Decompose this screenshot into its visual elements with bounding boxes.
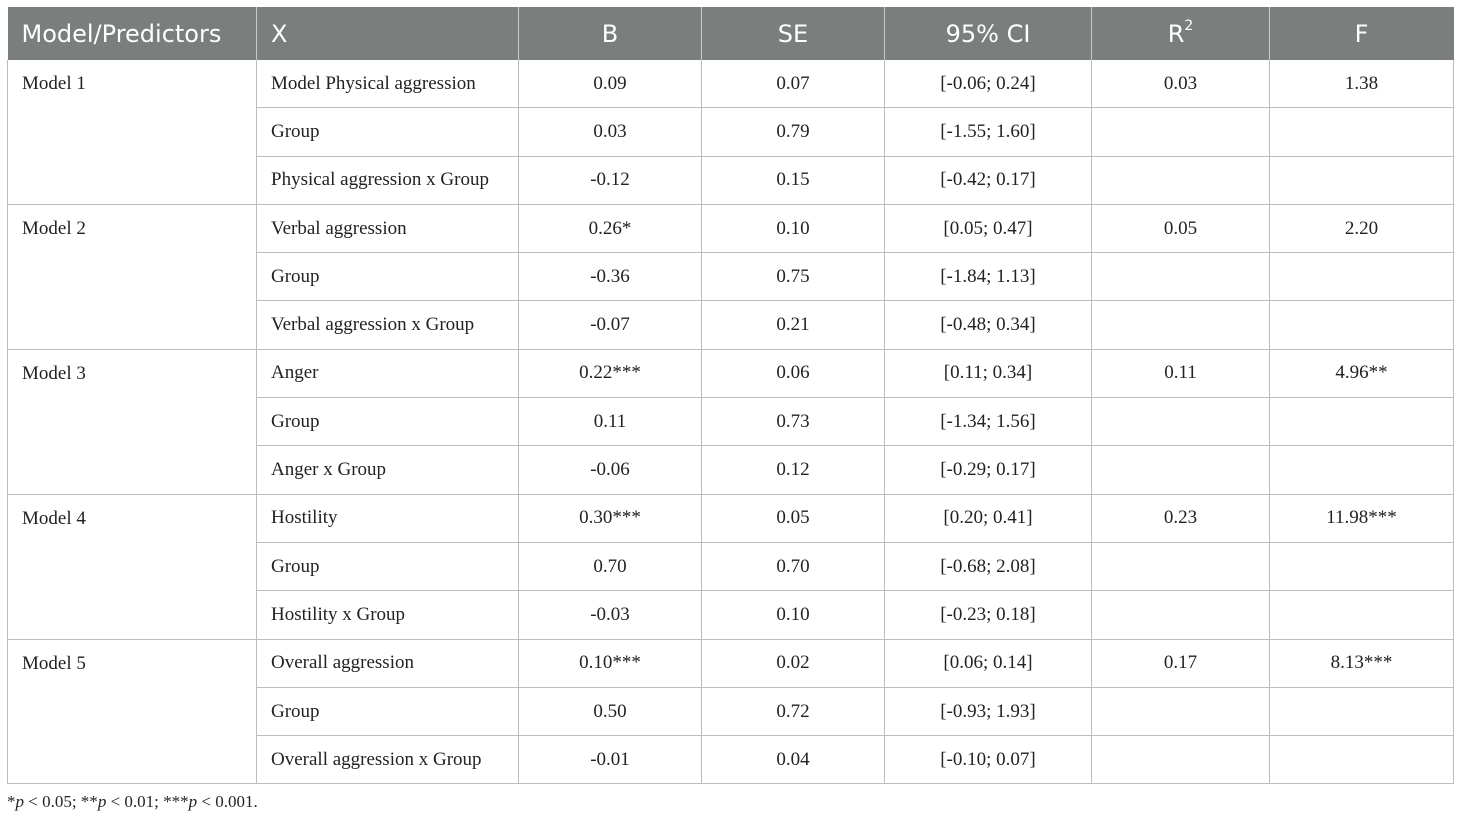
- f-cell: 8.13***: [1270, 639, 1454, 687]
- b-cell: 0.70: [519, 542, 702, 590]
- se-cell: 0.04: [702, 736, 885, 784]
- se-cell: 0.73: [702, 398, 885, 446]
- header-row: [8, 8, 1454, 61]
- se-cell: 0.02: [702, 639, 885, 687]
- header-b: B: [519, 8, 702, 61]
- predictor-cell: Verbal aggression: [257, 204, 519, 252]
- f-cell: [1270, 687, 1454, 735]
- ci-cell: [0.05; 0.47]: [885, 204, 1092, 252]
- predictor-cell: Group: [257, 542, 519, 590]
- f-cell: [1270, 542, 1454, 590]
- model-name-cell: Model 2: [8, 204, 257, 349]
- ci-cell: [0.11; 0.34]: [885, 349, 1092, 397]
- predictor-cell: Group: [257, 687, 519, 735]
- ci-cell: [0.20; 0.41]: [885, 494, 1092, 542]
- predictor-cell: Hostility x Group: [257, 591, 519, 639]
- ci-cell: [-0.10; 0.07]: [885, 736, 1092, 784]
- b-cell: -0.06: [519, 446, 702, 494]
- predictor-cell: Overall aggression: [257, 639, 519, 687]
- b-cell: -0.01: [519, 736, 702, 784]
- f-cell: 4.96**: [1270, 349, 1454, 397]
- b-cell: 0.11: [519, 398, 702, 446]
- se-cell: 0.21: [702, 301, 885, 349]
- f-cell: 1.38: [1270, 60, 1454, 108]
- header-x: X: [257, 8, 519, 61]
- f-cell: 2.20: [1270, 204, 1454, 252]
- predictor-cell: Model Physical aggression: [257, 60, 519, 108]
- b-cell: 0.26*: [519, 204, 702, 252]
- results-table-container: [7, 7, 1453, 784]
- header-r2-base: R: [1167, 20, 1185, 48]
- r2-cell: [1092, 736, 1270, 784]
- table-row: [8, 204, 1454, 252]
- f-cell: [1270, 446, 1454, 494]
- b-cell: 0.03: [519, 108, 702, 156]
- r2-cell: 0.03: [1092, 60, 1270, 108]
- se-cell: 0.10: [702, 204, 885, 252]
- f-cell: [1270, 736, 1454, 784]
- r2-cell: [1092, 542, 1270, 590]
- se-cell: 0.72: [702, 687, 885, 735]
- header-f: F: [1270, 8, 1454, 61]
- se-cell: 0.70: [702, 542, 885, 590]
- b-cell: 0.22***: [519, 349, 702, 397]
- predictor-cell: Group: [257, 253, 519, 301]
- predictor-cell: Overall aggression x Group: [257, 736, 519, 784]
- ci-cell: [-0.06; 0.24]: [885, 60, 1092, 108]
- table-body: [8, 60, 1454, 784]
- table-header: [8, 8, 1454, 61]
- table-row: [8, 639, 1454, 687]
- r2-cell: [1092, 108, 1270, 156]
- model-name-cell: Model 1: [8, 60, 257, 204]
- predictor-cell: Hostility: [257, 494, 519, 542]
- r2-cell: 0.23: [1092, 494, 1270, 542]
- model-name-cell: Model 4: [8, 494, 257, 639]
- r2-cell: [1092, 591, 1270, 639]
- header-r2-superscript: 2: [1184, 18, 1194, 34]
- b-cell: 0.10***: [519, 639, 702, 687]
- ci-cell: [-1.84; 1.13]: [885, 253, 1092, 301]
- table-row: [8, 494, 1454, 542]
- b-cell: -0.07: [519, 301, 702, 349]
- regression-results-table: [7, 7, 1454, 784]
- ci-cell: [-0.42; 0.17]: [885, 156, 1092, 204]
- footnote-star: *: [7, 792, 16, 811]
- header-r2: [1092, 8, 1270, 61]
- ci-cell: [-0.93; 1.93]: [885, 687, 1092, 735]
- se-cell: 0.79: [702, 108, 885, 156]
- predictor-cell: Group: [257, 398, 519, 446]
- se-cell: 0.12: [702, 446, 885, 494]
- predictor-cell: Anger: [257, 349, 519, 397]
- footnote-p-italic: p: [15, 792, 24, 811]
- ci-cell: [-1.34; 1.56]: [885, 398, 1092, 446]
- se-cell: 0.75: [702, 253, 885, 301]
- b-cell: -0.12: [519, 156, 702, 204]
- ci-cell: [-0.68; 2.08]: [885, 542, 1092, 590]
- r2-cell: [1092, 687, 1270, 735]
- f-cell: 11.98***: [1270, 494, 1454, 542]
- footnote-text: < 0.001.: [197, 792, 258, 811]
- ci-cell: [0.06; 0.14]: [885, 639, 1092, 687]
- predictor-cell: Group: [257, 108, 519, 156]
- ci-cell: [-0.23; 0.18]: [885, 591, 1092, 639]
- table-row: [8, 60, 1454, 108]
- r2-cell: 0.11: [1092, 349, 1270, 397]
- r2-cell: [1092, 253, 1270, 301]
- se-cell: 0.07: [702, 60, 885, 108]
- f-cell: [1270, 108, 1454, 156]
- r2-cell: 0.17: [1092, 639, 1270, 687]
- model-name-cell: Model 3: [8, 349, 257, 494]
- predictor-cell: Physical aggression x Group: [257, 156, 519, 204]
- predictor-cell: Verbal aggression x Group: [257, 301, 519, 349]
- footnote-p-italic: p: [97, 792, 107, 811]
- b-cell: 0.09: [519, 60, 702, 108]
- footnote-text: < 0.01; ***: [106, 792, 189, 811]
- f-cell: [1270, 253, 1454, 301]
- table-row: [8, 349, 1454, 397]
- footnote-p-italic: p: [188, 792, 198, 811]
- f-cell: [1270, 398, 1454, 446]
- model-name-cell: Model 5: [8, 639, 257, 784]
- b-cell: -0.36: [519, 253, 702, 301]
- ci-cell: [-0.48; 0.34]: [885, 301, 1092, 349]
- se-cell: 0.05: [702, 494, 885, 542]
- header-ci: 95% CI: [885, 8, 1092, 61]
- se-cell: 0.15: [702, 156, 885, 204]
- se-cell: 0.10: [702, 591, 885, 639]
- r2-cell: [1092, 301, 1270, 349]
- f-cell: [1270, 156, 1454, 204]
- ci-cell: [-0.29; 0.17]: [885, 446, 1092, 494]
- se-cell: 0.06: [702, 349, 885, 397]
- footnote-text: < 0.05; **: [24, 792, 98, 811]
- r2-cell: 0.05: [1092, 204, 1270, 252]
- b-cell: 0.30***: [519, 494, 702, 542]
- ci-cell: [-1.55; 1.60]: [885, 108, 1092, 156]
- f-cell: [1270, 591, 1454, 639]
- header-model-predictors: Model/Predictors: [8, 8, 257, 61]
- r2-cell: [1092, 398, 1270, 446]
- significance-footnote: [7, 792, 258, 812]
- b-cell: -0.03: [519, 591, 702, 639]
- b-cell: 0.50: [519, 687, 702, 735]
- header-se: SE: [702, 8, 885, 61]
- predictor-cell: Anger x Group: [257, 446, 519, 494]
- r2-cell: [1092, 156, 1270, 204]
- r2-cell: [1092, 446, 1270, 494]
- f-cell: [1270, 301, 1454, 349]
